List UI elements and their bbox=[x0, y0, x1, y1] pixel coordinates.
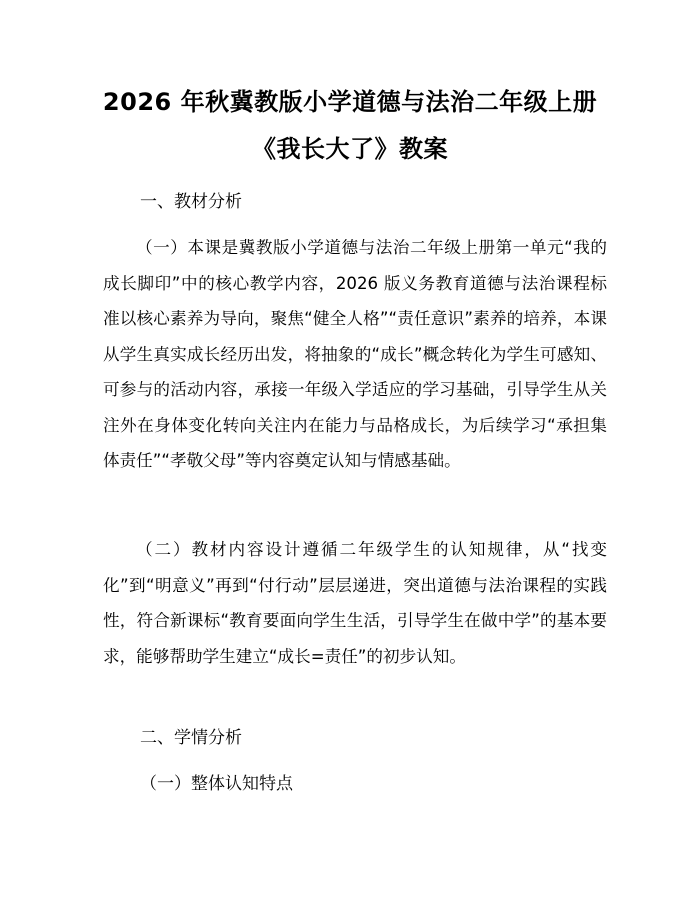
paragraph-textbook-analysis-2: （二）教材内容设计遵循二年级学生的认知规律，从“找变化”到“明意义”再到“付行动”层层递进，突出道德与法治课程的实践性，符合新课标“教育要面向学生生活，引导学生在做中学”的基本要求，能够帮助学生建立“成长=责任”的初步认知。 bbox=[103, 540, 607, 666]
paragraph-textbook-analysis-1: （一）本课是冀教版小学道德与法治二年级上册第一单元“我的成长脚印”中的核心教学内容，2026 版义务教育道德与法治课程标准以核心素养为导向，聚焦“健全人格”“责任意识”素养的培养，本课从学生真实成长经历出发，将抽象的“成长”概念转化为学生可感知、可参与的活动内容，承接一年级入学适应的学习基础，引导学生从关注外在身体变化转向关注内在能力与品格成长，为后续学习“承担集体责任”“孝敬父母”等内容奠定认知与情感基础。 bbox=[103, 238, 607, 470]
section-heading-student-analysis: 二、学情分析 bbox=[140, 728, 242, 748]
document-title-line-1: 2026 年秋冀教版小学道德与法治二年级上册 bbox=[102, 88, 598, 116]
section-heading-textbook-analysis: 一、教材分析 bbox=[140, 192, 242, 212]
subheading-cognitive-traits: （一）整体认知特点 bbox=[140, 774, 293, 794]
document-title-line-2: 《我长大了》教案 bbox=[252, 135, 448, 163]
